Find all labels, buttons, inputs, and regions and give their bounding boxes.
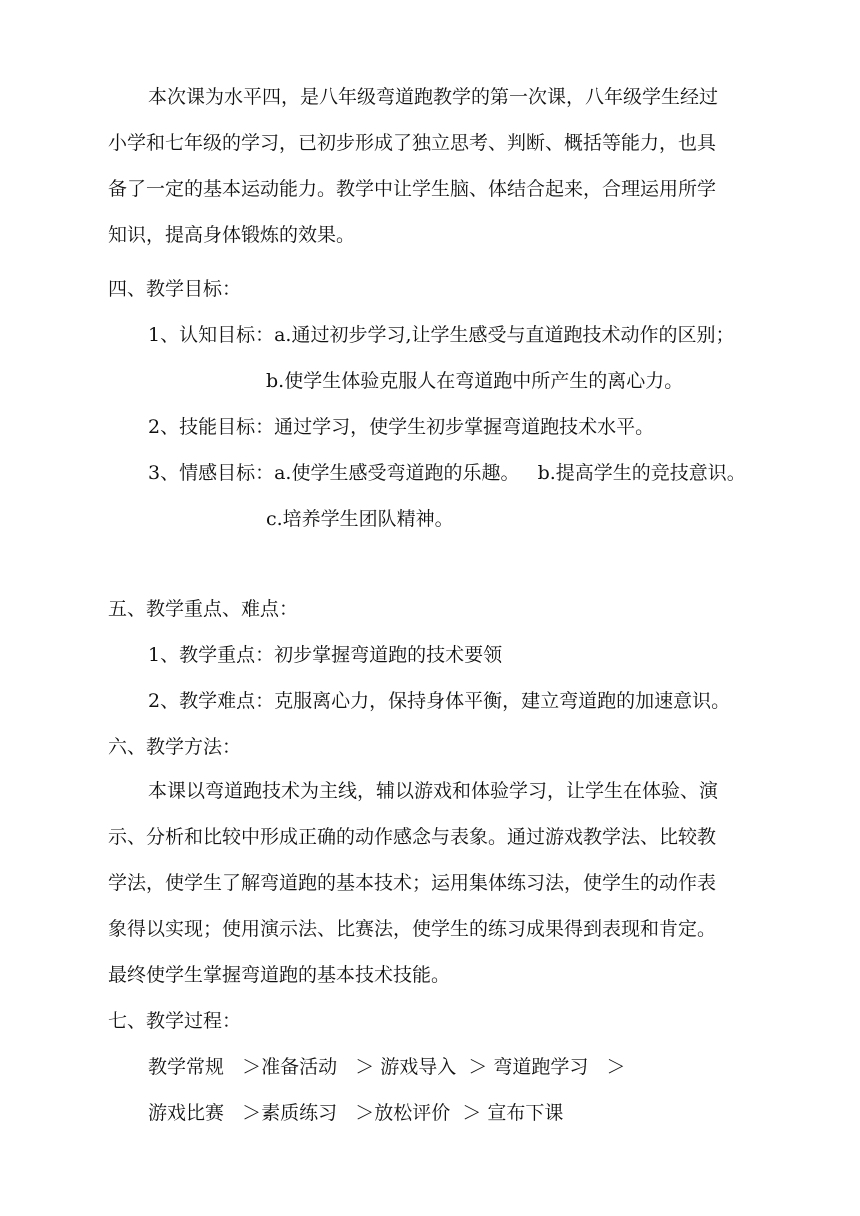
list-item: 1、教学重点：初步掌握弯道跑的技术要领 xyxy=(148,644,503,666)
para-line: 象得以实现；使用演示法、比赛法，使学生的练习成果得到表现和肯定。 xyxy=(108,918,717,940)
para-line: 知识，提高身体锻炼的效果。 xyxy=(108,224,356,246)
list-item: c.培养学生团队精神。 xyxy=(266,508,454,530)
section-heading: 六、教学方法： xyxy=(108,736,242,758)
process-row: 教学常规 ＞准备活动 ＞ 游戏导入 ＞ 弯道跑学习 ＞ xyxy=(148,1056,626,1078)
list-item: b.使学生体验克服人在弯道跑中所产生的离心力。 xyxy=(266,370,684,392)
para-line: 小学和七年级的学习，已初步形成了独立思考、判断、概括等能力，也具 xyxy=(108,132,717,154)
para-line: 本课以弯道跑技术为主线，辅以游戏和体验学习，让学生在体验、演 xyxy=(148,780,719,802)
list-item: 3、情感目标：a.使学生感受弯道跑的乐趣。 b.提高学生的竞技意识。 xyxy=(148,462,746,484)
section-heading: 四、教学目标： xyxy=(108,278,242,300)
para-line: 示、分析和比较中形成正确的动作感念与表象。通过游戏教学法、比较教 xyxy=(108,826,717,848)
process-row: 游戏比赛 ＞素质练习 ＞放松评价 ＞ 宣布下课 xyxy=(148,1102,564,1124)
para-line: 本次课为水平四，是八年级弯道跑教学的第一次课，八年级学生经过 xyxy=(148,86,719,108)
para-line: 学法，使学生了解弯道跑的基本技术；运用集体练习法，使学生的动作表 xyxy=(108,872,717,894)
list-item: 2、技能目标：通过学习，使学生初步掌握弯道跑技术水平。 xyxy=(148,416,655,438)
section-heading: 七、教学过程： xyxy=(108,1010,242,1032)
para-line: 最终使学生掌握弯道跑的基本技术技能。 xyxy=(108,964,451,986)
section-heading: 五、教学重点、难点： xyxy=(108,598,299,620)
list-item: 2、教学难点：克服离心力，保持身体平衡，建立弯道跑的加速意识。 xyxy=(148,690,731,712)
para-line: 备了一定的基本运动能力。教学中让学生脑、体结合起来，合理运用所学 xyxy=(108,178,717,200)
list-item: 1、认知目标：a.通过初步学习,让学生感受与直道跑技术动作的区别； xyxy=(148,324,735,346)
